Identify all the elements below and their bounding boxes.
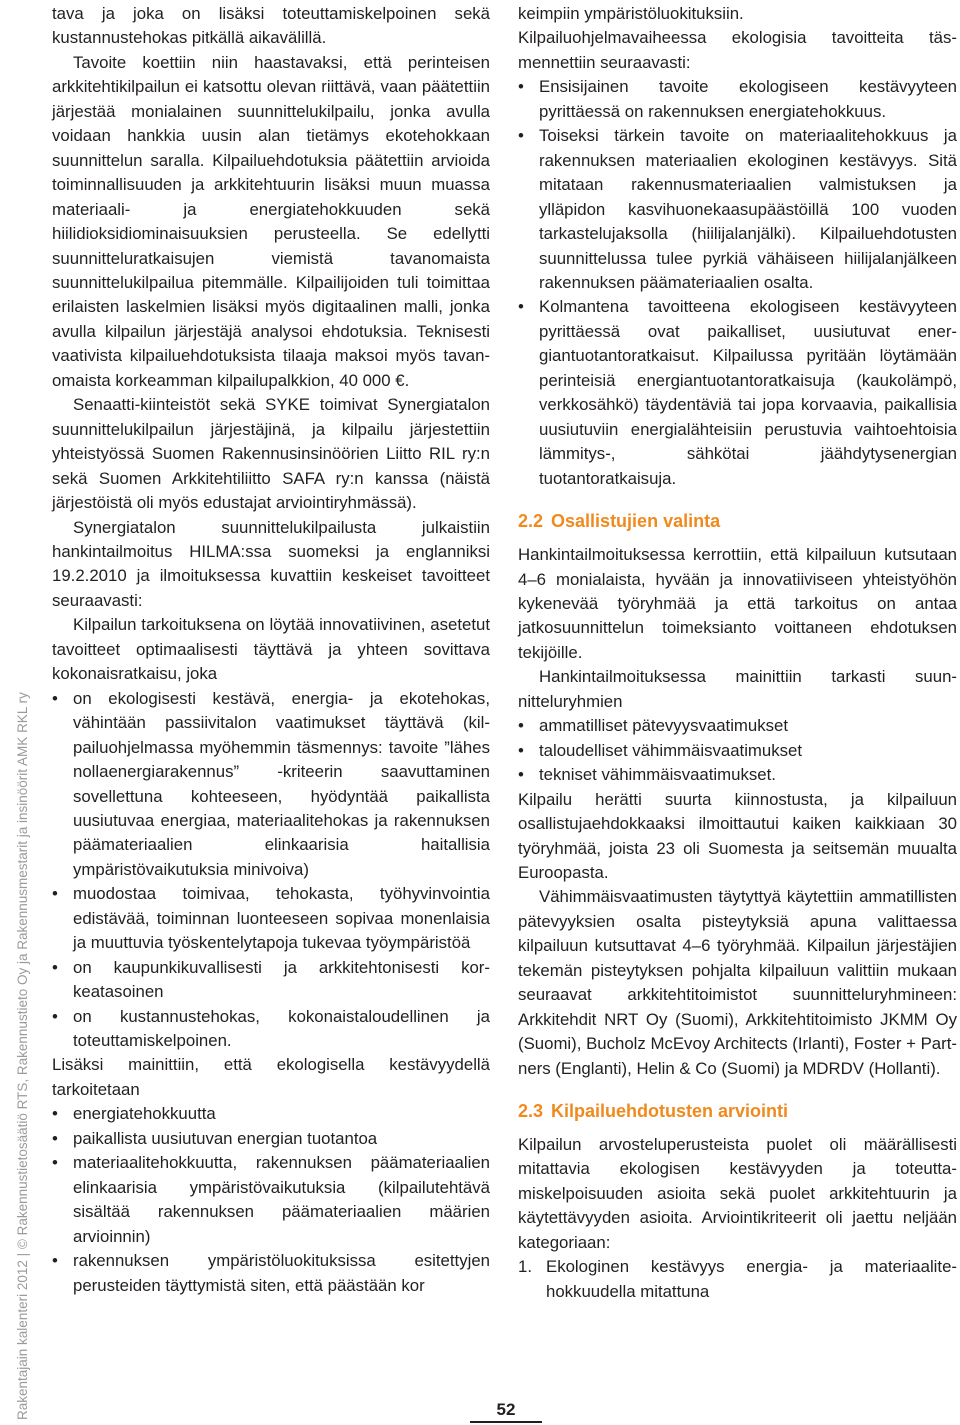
list-item-text: materiaalitehokkuutta, rakennuksen päämateriaalien elinkaarisia ympäristövaikutuksia (kilpailutehtävä sisältää rakennuksen päämateriaalien määrien arvioinnin) (73, 1153, 490, 1246)
page-number: 52 (496, 1400, 516, 1419)
paragraph: keimpiin ympäristöluokituksiin. (518, 4, 744, 23)
paragraph: Tavoite koettiin niin haastavaksi, että perinteisen arkkitehtikilpailun ei katsottu olevan riittävä, vaan päätettiin järjestää monialainen suunnittelukilpailu, jonka avulla voidaan hankkia uusin alan tietämys ekotehokkaan suunnittelun saralla. Kilpailuehdotuksia päätettiin arvioida toiminnallisuuden ja arkkitehtuurin lisäksi muun muassa materiaali- ja energiatehokkuuden sekä hiilidioksidiominaisuuksien perusteella. Se edellytti suunnitteluratkaisujen viemistä tavanomaista suunnittelukilpailua pitemmälle. Kilpailijoiden tuli toimittaa erilaisten laskelmien lisäksi myös digitaalinen malli, jonka avulla kilpailun järjestäjä analysoi ehdotuksia. Teknisesti vaativista kilpailuehdotuksista tilaaja maksoi myös tavanomaista korkeamman kilpailupalkkion, 40 000 €. (52, 52, 490, 390)
paragraph: Kilpailun tarkoituksena on löytää innovatiivinen, asetetut tavoitteet optimaalisesti täyttävä ja yhteen sovittava kokonaisratkaisu, joka (52, 615, 490, 684)
list-item-text: on kaupunkikuvallisesti ja arkkitehtonisesti korkeatasoinen (73, 957, 490, 1002)
bullet-icon: • (52, 1153, 58, 1173)
bullet-list (52, 1102, 490, 1298)
list-item-text: tekniset vähimmäisvaatimukset. (539, 765, 776, 785)
bullet-list (518, 714, 957, 787)
paragraph: Vähimmäisvaatimusten täytyttyä käytettiin ammatillisten pätevyyksien osalta pisteytyksiä apuna valittaessa kilpailuun kutsuttavat 4–6 työryhmää. Kilpailun järjestäjien tekemän pisteytyksen pohjalta kilpailuun valittiin mukaan seuraavat arkkitehtitoimistot suunnitteluryhmineen: Arkkitehdit NRT Oy (Suomi), Arkkitehtitoimisto JKMM Oy (Suomi), Bucholz McEvoy Architects (Irlanti), Foster + Partners (Englanti), Helin & Co (Suomi) ja MDRDV (Hollanti). (518, 887, 957, 1078)
bullet-icon: • (52, 1251, 58, 1271)
numbered-list (518, 1255, 957, 1304)
section-title: Osallistujien valinta (551, 511, 721, 532)
paragraph: Kilpailuohjelmavaiheessa ekologisia tavoitteita täsmennettiin seuraavasti: (518, 28, 957, 72)
bullet-icon: • (52, 957, 58, 977)
bullet-icon: • (518, 126, 524, 146)
list-item (518, 75, 957, 124)
list-item-text: ammatilliset pätevyysvaatimukset (539, 716, 789, 736)
paragraph: Hankintailmoituksessa mainittiin tarkasti suunnitteluryhmien (518, 667, 957, 711)
list-item (52, 1102, 490, 1126)
list-item-text: Ekologinen kestävyys energia- ja materiaalitehokkuudella mitattuna (546, 1257, 957, 1301)
paragraph: tava ja joka on lisäksi toteuttamiskelpoinen sekä kustannustehokas pitkällä aikavälillä. (52, 4, 490, 48)
list-item (52, 1005, 490, 1054)
bullet-list (518, 75, 957, 491)
list-item (518, 1255, 957, 1304)
list-item (518, 124, 957, 295)
page-number-rule (470, 1421, 542, 1423)
list-item-text: taloudelliset vähimmäisvaatimukset (539, 740, 803, 760)
section-heading (518, 509, 957, 533)
section-number: 2.3 (518, 1101, 544, 1122)
bullet-icon: • (52, 884, 58, 904)
bullet-icon: • (52, 1006, 58, 1026)
bullet-icon: • (52, 1128, 58, 1148)
sidebar-credit: Rakentajain kalenteri 2012 | © Rakennustietosäätiö RTS, Rakennustieto Oy ja Rakennusmestarit ja insinöörit AMK RKL ry (15, 692, 30, 1420)
list-item (52, 687, 490, 883)
bullet-icon: • (518, 77, 524, 97)
list-item (52, 1249, 490, 1298)
list-item (52, 1151, 490, 1249)
section-title: Kilpailuehdotusten arviointi (551, 1101, 789, 1122)
list-item-text: energiatehokkuutta (73, 1104, 216, 1124)
paragraph: Hankintailmoituksessa kerrottiin, että kilpailuun kutsutaan 4–6 monialaista, hyvään ja innovatiiviseen yhteistyöhön kykenevää työryhmää ja että tarkoitus on antaa jatkosuunnittelun toimeksianto voittaneen ehdotuksen tekijöille. (518, 545, 957, 662)
list-item (518, 714, 957, 738)
list-item-text: rakennuksen ympäristöluokituksissa esitettyjen perusteiden täyttymistä siten, että päästään kor (73, 1251, 490, 1295)
bullet-icon: • (518, 765, 524, 785)
paragraph: Kilpailun arvosteluperusteista puolet oli määrällisesti mitattavia ekologisen kestävyyden ja toteuttamiskelpoisuuden asioita sekä puolet arkkitehtuurin ja käytettävyyden asioita. Arviointikriteerit oli jaettu neljään kategoriaan: (518, 1135, 957, 1252)
bullet-icon: • (52, 1104, 58, 1124)
section-number: 2.2 (518, 511, 544, 532)
list-item-text: on kustannustehokas, kokonaistaloudellinen ja toteuttamiskelpoinen. (73, 1006, 490, 1051)
bullet-icon: • (52, 688, 58, 708)
list-item (52, 956, 490, 1005)
right-column (518, 2, 957, 1304)
list-item-text: muodostaa toimivaa, tehokasta, työhyvinvointia edistävää, toiminnan luonteeseen sopivaa monenlaisia ja muuttuvia työskentelytapoja tukevaa työympäristöä (73, 884, 490, 953)
list-item (52, 882, 490, 955)
list-item (518, 763, 957, 787)
bullet-icon: • (518, 716, 524, 736)
bullet-icon: • (518, 740, 524, 760)
list-item (52, 1127, 490, 1151)
list-item-text: paikallista uusiutuvan energian tuotantoa (73, 1128, 378, 1148)
list-item-text: Kolmantena tavoitteena ekologiseen kestävyyteen pyrittäessä ovat paikalliset, uusiutuvat energiantuotantoratkaisut. Kilpailussa pyritään löytämään perinteisiä energiantuotantoratkaisuja (kaukolämpö, verkkosähkö) täydentäviä tai jopa korvaavia, paikallisia uusiutuviin energialähteisiin perustuvia vaihtoehtoisia lämmitys-, sähkötai jäähdytysenergian tuotantoratkaisuja. (539, 297, 957, 488)
paragraph: Lisäksi mainittiin, että ekologisella kestävyydellä tarkoitetaan (52, 1055, 490, 1099)
list-item-text: on ekologisesti kestävä, energia- ja ekotehokas, vähintään passiivitalon vaatimukset täyttävä (kilpailuohjelmassa myöhemmin täsmennys: tavoite ”lähes nollaenergiarakennus” -kriteerin saavuttaminen sovellettuna kohteeseen, hyödyntää paikallista uusiutuvaa energiaa, materiaalitehokas ja rakennuksen päämateriaalien elinkaarisia haitallisia ympäristövaikutuksia minivoiva) (73, 688, 490, 879)
bullet-list (52, 687, 490, 1054)
left-column (52, 2, 490, 1298)
paragraph: Kilpailu herätti suurta kiinnostusta, ja kilpailuun osallistujaehdokkaaksi ilmoittautui kaiken kaikkiaan 30 työryhmää, joista 23 oli Suomesta ja seitsemän muualta Euroopasta. (518, 789, 957, 882)
list-item (518, 295, 957, 491)
list-number: 1. (518, 1257, 532, 1277)
paragraph: Synergiatalon suunnittelukilpailusta julkaistiin hankintailmoitus HILMA:ssa suomeksi ja englanniksi 19.2.2010 ja ilmoituksessa kuvattiin keskeiset tavoitteet seuraavasti: (52, 517, 490, 610)
paragraph: Senaatti-kiinteistöt sekä SYKE toimivat Synergiatalon suunnittelukilpailun järjestäjinä, ja kilpailu järjestettiin yhteistyössä Suomen Rakennusinsinöörien Liitto RIL ry:n sekä Suomen Arkkitehtiliitto SAFA ry:n kanssa (näistä järjestöistä oli myös edustajat arviointiryhmässä). (52, 395, 490, 513)
list-item-text: Ensisijainen tavoite ekologiseen kestävyyteen pyrittäessä on rakennuksen energiatehokkuus. (539, 77, 957, 121)
section-heading (518, 1099, 957, 1123)
bullet-icon: • (518, 297, 524, 317)
list-item-text: Toiseksi tärkein tavoite on materiaalitehokkuus ja rakennuksen materiaalien ekologinen kestävyys. Sitä mitataan rakennusmateriaalien valmistuksen ja ylläpidon kasvihuonekaasupäästöillä 100 vuoden tarkastelujaksolla (hiilijalanjälki). Kilpailuehdotusten suunnittelussa tulee pyrkiä vähäiseen hiilijalanjälkeen rakennuksen päämateriaalien osalta. (539, 126, 957, 292)
list-item (518, 739, 957, 763)
